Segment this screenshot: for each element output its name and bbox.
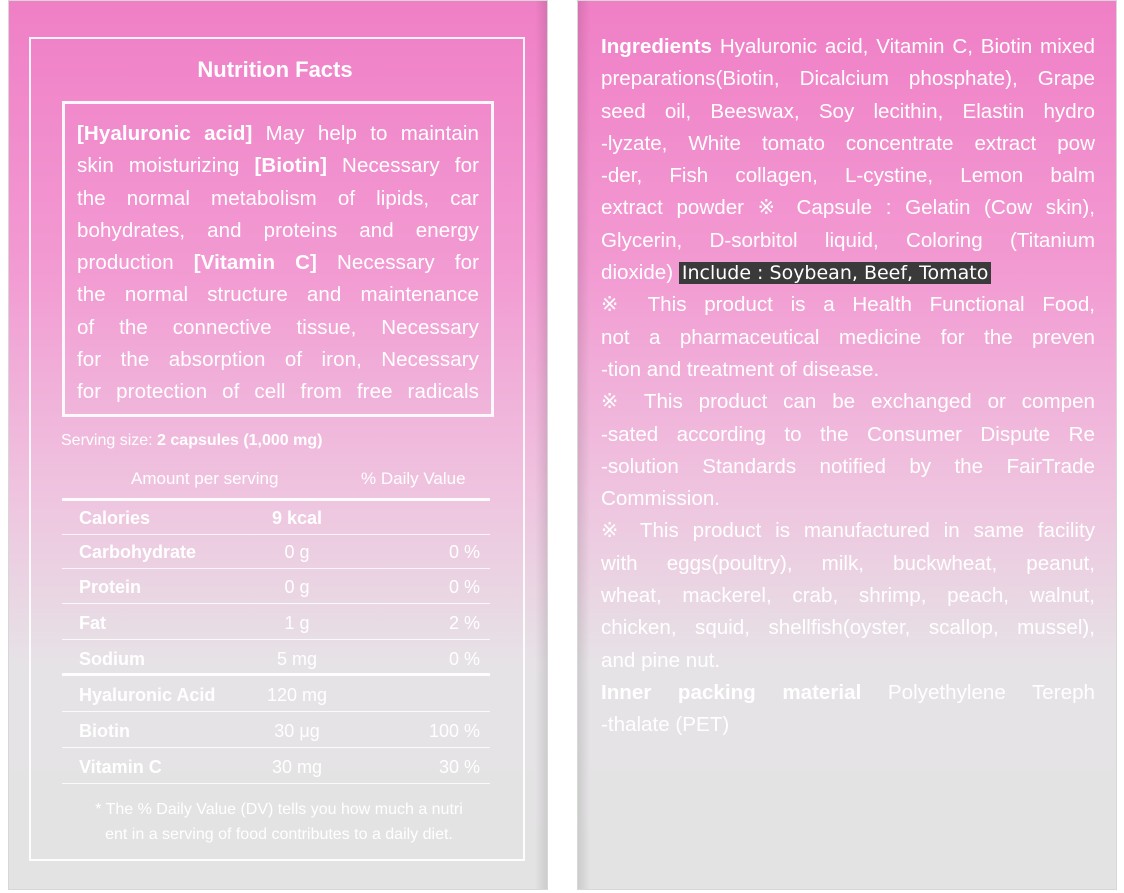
benefits-box: [62, 101, 494, 417]
nutrient-row-calories: [62, 501, 490, 535]
notice-line: -sated according to the Consumer Dispute Re: [601, 422, 1095, 446]
benefit-text: May help to maintain: [265, 122, 479, 145]
nutrient-row-hyaluronic-acid: [62, 678, 490, 712]
ingredients-line: seed oil, Beeswax, Soy lecithin, Elastin hydro: [601, 99, 1095, 123]
ingredients-line: -der, Fish collagen, L-cystine, Lemon balm: [601, 164, 1095, 188]
ingredients-line: preparations(Biotin, Dicalcium phosphate), Grape: [601, 67, 1095, 91]
nutrient-row-carbohydrate: [62, 535, 490, 569]
nutrient-name: Vitamin C: [79, 757, 162, 777]
benefit-label-biotin: [Biotin]: [254, 154, 328, 178]
nutrient-row-vitamin-c: [62, 750, 490, 784]
nutrient-row-protein: [62, 570, 490, 604]
packing-line: -thalate (PET): [601, 713, 730, 737]
benefit-line: bohydrates, and proteins and energy: [77, 218, 479, 242]
benefit-line: [77, 118, 479, 150]
benefit-line: [77, 247, 479, 279]
nutrient-dv: 0 %: [448, 542, 480, 562]
benefit-text: production: [77, 251, 174, 275]
nutrient-name: Calories: [79, 508, 151, 528]
notice-line: ※ This product can be exchanged or compen: [601, 390, 1095, 414]
nutrition-facts-panel: [8, 0, 548, 890]
nutrient-amount: 5 mg: [276, 649, 318, 669]
nutrient-name: Carbohydrate: [79, 542, 197, 562]
ingredients-label: Ingredients: [601, 35, 712, 58]
nutrient-row-fat: [62, 606, 490, 640]
notice-line: Commission.: [601, 487, 721, 511]
notice-line: with eggs(poultry), milk, buckwheat, peanut,: [601, 551, 1095, 575]
nutrient-dv: 100 %: [428, 721, 480, 741]
notice-line: wheat, mackerel, crab, shrimp, peach, walnut,: [601, 584, 1095, 608]
panel-edge-shade: [578, 1, 590, 889]
benefit-label-vitamin-c: [Vitamin C]: [193, 251, 317, 275]
notice-line: not a pharmaceutical medicine for the preven: [601, 325, 1095, 349]
daily-value-header: % Daily Value: [361, 469, 466, 488]
packing-line: [601, 677, 1095, 709]
footnote-line: ent in a serving of food contributes to a daily diet.: [105, 826, 453, 843]
notice-line: -solution Standards notified by the FairTrade: [601, 454, 1095, 478]
benefit-text: Necessary for: [342, 154, 480, 178]
ingredients-line: Glycerin, D-sorbitol liquid, Coloring (Titanium: [601, 228, 1095, 252]
benefit-line: for protection of cell from free radicals: [77, 380, 479, 404]
amount-per-serving-header: Amount per serving: [131, 469, 279, 488]
benefit-line: the normal metabolism of lipids, car: [77, 186, 479, 210]
footnote-line: * The % Daily Value (DV) tells you how much a nutri: [95, 801, 463, 818]
ingredients-text: dioxide): [601, 261, 674, 285]
nutrient-amount: 30 mg: [271, 757, 323, 777]
benefit-line: of the connective tissue, Necessary: [77, 315, 479, 339]
nutrition-facts-title: Nutrition Facts: [197, 57, 353, 82]
daily-value-footnote: [61, 797, 497, 847]
nutrient-amount: 0 g: [284, 542, 310, 562]
benefit-line: the normal structure and maintenance: [77, 283, 479, 307]
nutrient-name: Fat: [79, 613, 106, 633]
nutrient-amount: 9 kcal: [271, 508, 323, 528]
benefit-line: for the absorption of iron, Necessary: [77, 348, 479, 372]
ingredients-line: [601, 31, 1095, 63]
nutrient-row-sodium: [62, 642, 490, 676]
allergen-highlight: Include : Soybean, Beef, Tomato: [679, 262, 992, 284]
nutrient-amount: 30 μg: [274, 721, 320, 741]
notice-line: -tion and treatment of disease.: [601, 357, 880, 381]
packing-text: Polyethylene Tereph: [887, 680, 1095, 704]
benefit-label-hyaluronic: [Hyaluronic acid]: [77, 122, 253, 145]
benefit-line: [77, 150, 479, 182]
panel-edge-shade: [535, 1, 547, 889]
nutrient-name: Sodium: [79, 649, 145, 669]
nutrient-dv: 0 %: [448, 649, 480, 669]
ingredients-line: [601, 257, 1095, 289]
nutrient-amount: 120 mg: [266, 685, 328, 705]
serving-size-value: 2 capsules (1,000 mg): [157, 432, 323, 449]
benefit-text: Necessary for: [337, 251, 479, 275]
nutrient-name: Protein: [79, 577, 142, 597]
notice-line: ※ This product is a Health Functional Food,: [601, 293, 1095, 317]
ingredients-panel: [577, 0, 1117, 890]
nutrient-amount: 0 g: [284, 577, 310, 597]
nutrient-amount: 1 g: [284, 613, 310, 633]
nutrient-dv: 2 %: [448, 613, 480, 633]
nutrient-dv: 30 %: [438, 757, 480, 777]
serving-size: [61, 432, 322, 450]
ingredients-text-block: [601, 31, 1095, 742]
packing-label: Inner packing material: [601, 680, 862, 704]
serving-size-label: Serving size:: [61, 432, 153, 449]
nutrient-name: Hyaluronic Acid: [79, 685, 216, 705]
notice-line: chicken, squid, shellfish(oyster, scallop, mussel),: [601, 616, 1095, 640]
notice-line: ※ This product is manufactured in same facility: [601, 519, 1095, 543]
nutrient-dv: 0 %: [448, 577, 480, 597]
ingredients-line: extract powder ※ Capsule : Gelatin (Cow skin),: [601, 196, 1095, 220]
ingredients-line: -lyzate, White tomato concentrate extract pow: [601, 131, 1095, 155]
nutrient-row-biotin: [62, 714, 490, 748]
nutrient-name: Biotin: [79, 721, 130, 741]
ingredients-text: Hyaluronic acid, Vitamin C, Biotin mixed: [719, 35, 1095, 58]
notice-line: and pine nut.: [601, 648, 721, 672]
benefit-text: skin moisturizing: [77, 154, 240, 178]
